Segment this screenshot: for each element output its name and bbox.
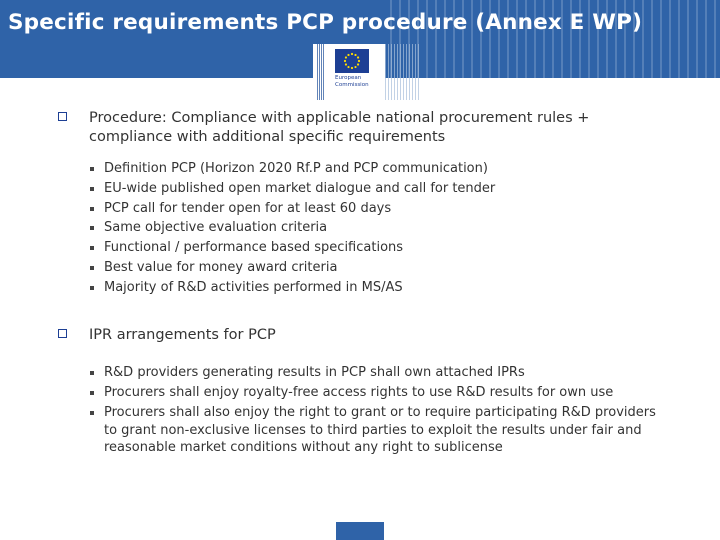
list-item: Procurers shall enjoy royalty-free access rights to use R&D results for own use [90,384,670,402]
flag-star [354,66,356,68]
flag-star [351,53,353,55]
list-item: PCP call for tender open for at least 60 days [90,199,495,219]
flag-star [358,60,360,62]
flag-star [347,66,349,68]
list-item: Functional / performance based specifications [90,238,495,258]
flag-star [347,54,349,56]
flag-star [357,63,359,65]
flag-star [345,63,347,65]
checkbox-bullet-icon [58,329,67,338]
flag-star [345,56,347,58]
flag-star [357,56,359,58]
section-heading: Procedure: Compliance with applicable national procurement rules + compliance with additional specific requirements [89,110,590,145]
square-bullet-icon [90,246,94,250]
logo-text: European Commission [335,75,369,88]
list-item: R&D providers generating results in PCP shall own attached IPRs [90,364,670,382]
flag-star [344,60,346,62]
square-bullet-icon [90,187,94,191]
checkbox-bullet-icon [58,112,67,121]
square-bullet-icon [90,286,94,290]
slide-title: Specific requirements PCP procedure (Annex E WP) [8,10,643,35]
square-bullet-icon [90,391,94,395]
square-bullet-icon [90,411,94,415]
list-item: Majority of R&D activities performed in MS/AS [90,278,495,298]
square-bullet-icon [90,207,94,211]
ipr-arrangements-list [90,364,670,459]
procedure-requirements-list [90,159,495,298]
list-item: Definition PCP (Horizon 2020 Rf.P and PCP communication) [90,159,495,179]
logo-building-graphic-right [385,44,421,100]
footer-accent-bar [336,522,384,540]
flag-star [351,67,353,69]
square-bullet-icon [90,371,94,375]
flag-star [354,54,356,56]
square-bullet-icon [90,266,94,270]
eu-flag-icon [335,49,369,73]
list-item: EU-wide published open market dialogue and call for tender [90,179,495,199]
list-item: Same objective evaluation criteria [90,218,495,238]
list-item: Procurers shall also enjoy the right to grant or to require participating R&D providers to grant non-exclusive licenses to third parties to exploit the results under fair and reasonable market conditions without any right to sublicense [90,404,670,457]
logo-building-graphic [317,44,325,100]
section-heading: IPR arrangements for PCP [89,327,276,343]
square-bullet-icon [90,226,94,230]
european-commission-logo [313,44,385,98]
square-bullet-icon [90,167,94,171]
list-item: Best value for money award criteria [90,258,495,278]
